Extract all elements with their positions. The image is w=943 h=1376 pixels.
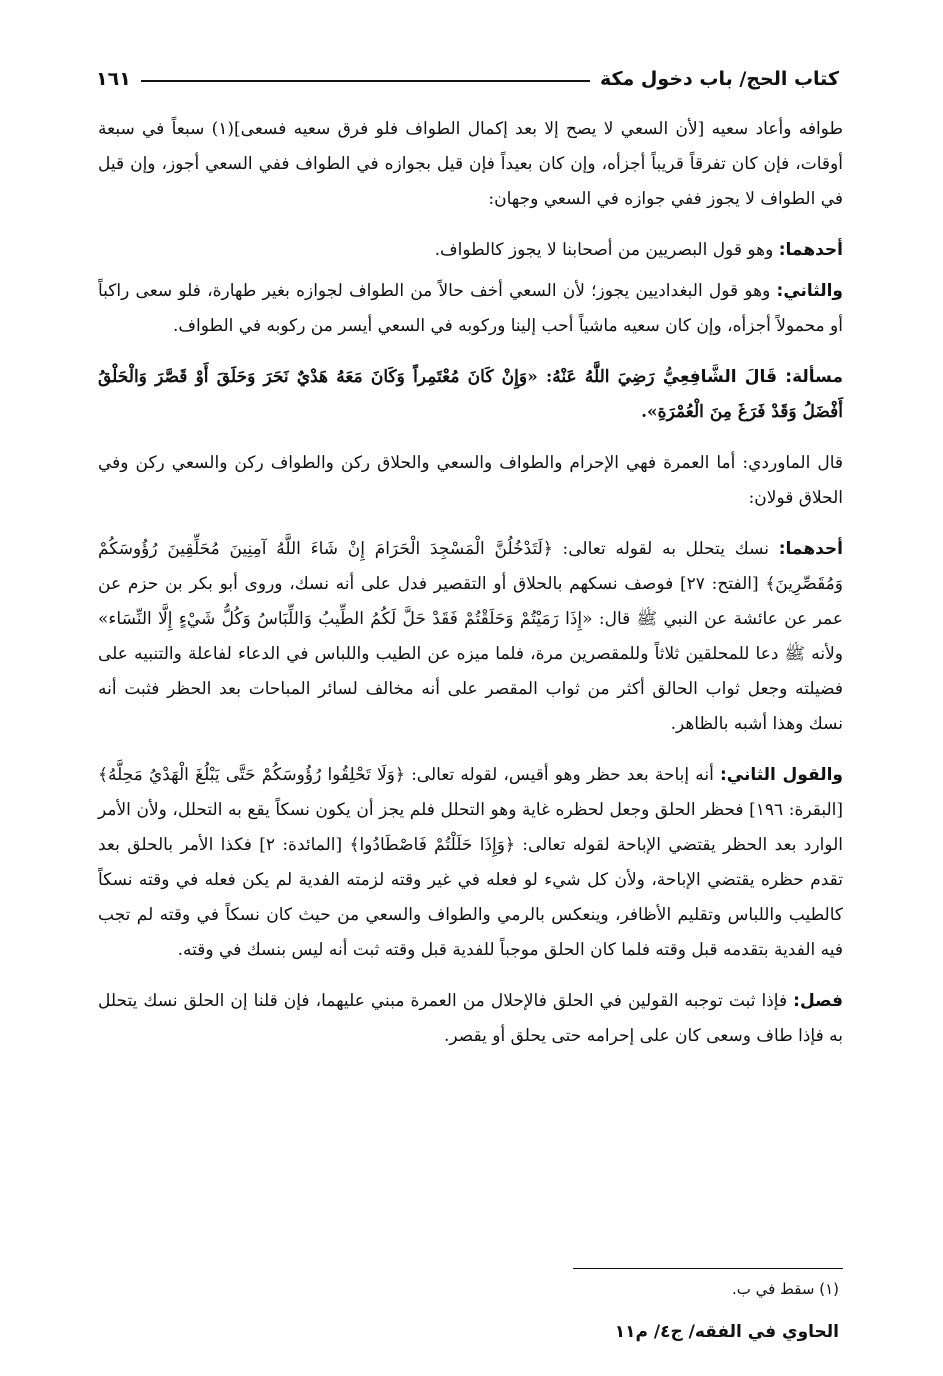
paragraph-lead: أحدهما:: [778, 539, 843, 559]
paragraph-second-saying: [98, 758, 843, 968]
paragraph-text: وهو قول البغداديين يجوز؛ لأن السعي أخف حالاً من الطواف لجوازه بغير طهارة، فلو سعى راكباً أو محمولاً أجزأه، وإن كان سعيه ماشياً أحب إلينا وركوبه في السعي أيسر من ركوبه في الطواف.: [98, 281, 843, 336]
paragraph-mawardi: [98, 446, 843, 516]
page-number: ١٦١: [96, 68, 131, 90]
text-body: [98, 112, 843, 1070]
paragraph-text: طوافه وأعاد سعيه [لأن السعي لا يصح إلا بعد إكمال الطواف فلو فرق سعيه فسعى](١) سبعاً في سبعة أوقات، فإن كان تفرقاً قريباً أجزأه، وإن كان بعيداً فإن قيل بجوازه في الطواف ففي السعي أجوز، وإن قيل في الطواف لا يجوز ففي جوازه في السعي وجهان:: [98, 119, 843, 209]
footnote-rule: [573, 1268, 843, 1269]
chapter-title: كتاب الحج/ باب دخول مكة: [599, 68, 839, 90]
paragraph-continuation: [98, 112, 843, 217]
paragraph-first-opinion: [98, 233, 843, 268]
header-rule: [141, 80, 590, 82]
paragraph-lead: والقول الثاني:: [719, 765, 843, 785]
paragraph-text: قال الماوردي: أما العمرة فهي الإحرام والطواف والسعي والحلاق ركن والطواف ركن والسعي ركن وفي الحلاق قولان:: [98, 453, 843, 508]
paragraph-lead: فصل:: [793, 991, 843, 1011]
paragraph-text: فإذا ثبت توجبه القولين في الحلق فالإحلال من العمرة مبني عليهما، فإن قلنا إن الحلق نسك يتحلل به فإذا طاف وسعى كان على إحرامه حتى يحلق أو يقصر.: [98, 991, 843, 1046]
paragraph-text: نسك يتحلل به لقوله تعالى: ﴿لَتَدْخُلُنَّ الْمَسْجِدَ الْحَرَامَ إِنْ شَاءَ اللَّهُ آمِنِينَ مُحَلِّقِينَ رُؤُوسَكُمْ وَمُقَصِّرِينَ﴾ [الفتح: ٢٧] فوصف نسكهم بالحلاق أو التقصير فدل على أنه نسك، وروى أبو بكر بن حزم عن عمر عن عائشة عن النبي ﷺ قال: «إِذَا رَمَيْتُمْ وَحَلَقْتُمْ فَقَدْ حَلَّ لَكُمُ الطِّيبُ وَاللِّبَاسُ وَكُلُّ شَيْءٍ إِلَّا النِّسَاء» ولأنه ﷺ دعا للمحلقين ثلاثاً وللمقصرين مرة، فلما ميزه عن الطيب واللباس في الدعاء لفاعلة والتنبيه على فضيلته وجعل ثواب الحالق أكثر من ثواب المقصر على أنه مخالف لسائر المباحات بعد الحظر فثبت أنه نسك وهذا أشبه بالظاهر.: [98, 539, 844, 734]
paragraph-text: وهو قول البصريين من أصحابنا لا يجوز كالطواف.: [434, 240, 779, 260]
paragraph-fasl: [98, 984, 843, 1054]
paragraph-text: أنه إباحة بعد حظر وهو أقيس، لقوله تعالى: ﴿وَلَا تَحْلِقُوا رُؤُوسَكُمْ حَتَّى يَبْلُغَ الْهَدْيُ مَحِلَّهُ﴾ [البقرة: ١٩٦] فحظر الحلق وجعل لحظره غاية وهو التحلل فلم يجز أن يكون نسكاً يقع به التحلل، ولأن الأمر الوارد بعد الحظر يقتضي الإباحة لقوله تعالى: ﴿وَإِذَا حَلَلْتُمْ فَاصْطَادُوا﴾ [المائدة: ٢] فكذا الأمر بالحلق بعد تقدم حظره يقتضي الإباحة، ولأن كل شيء لو فعله في غير وقته لزمته الفدية لم يكن فعله في وقته نسكاً كالطيب واللباس وتقليم الأظافر، وينعكس بالرمي والطواف والسعي من حيث كان نسكاً في وقته لم تجب فيه الفدية بتقدمه قبل وقته فلما كان الحلق موجباً للفدية قبل وقته ثبت أنه ليس بنسك في وقته.: [98, 765, 844, 960]
paragraph-masala: [98, 360, 843, 430]
paragraph-lead: مسألة: قَالَ الشَّافِعِيُّ: [662, 367, 843, 387]
paragraph-second-opinion: [98, 274, 843, 344]
paragraph-lead: والثاني:: [776, 281, 843, 301]
footnote: (١) سقط في ب.: [731, 1280, 839, 1298]
running-header: [96, 62, 839, 96]
paragraph-first-saying: [98, 532, 843, 742]
paragraph-text: رَضِيَ اللَّهُ عَنْهُ: «وَإِنْ كَانَ مُعْتَمِراً وَكَانَ مَعَهُ هَدْيٌ نَحَرَ وَحَلَقَ أَوْ قَصَّرَ وَالْحَلْقُ أَفْضَلُ وَقَدْ فَرَغَ مِنَ الْعُمْرَةِ».: [98, 367, 843, 422]
page-footer: الحاوي في الفقه/ ج٤/ م١١: [614, 1322, 839, 1342]
paragraph-lead: أحدهما:: [778, 240, 843, 260]
